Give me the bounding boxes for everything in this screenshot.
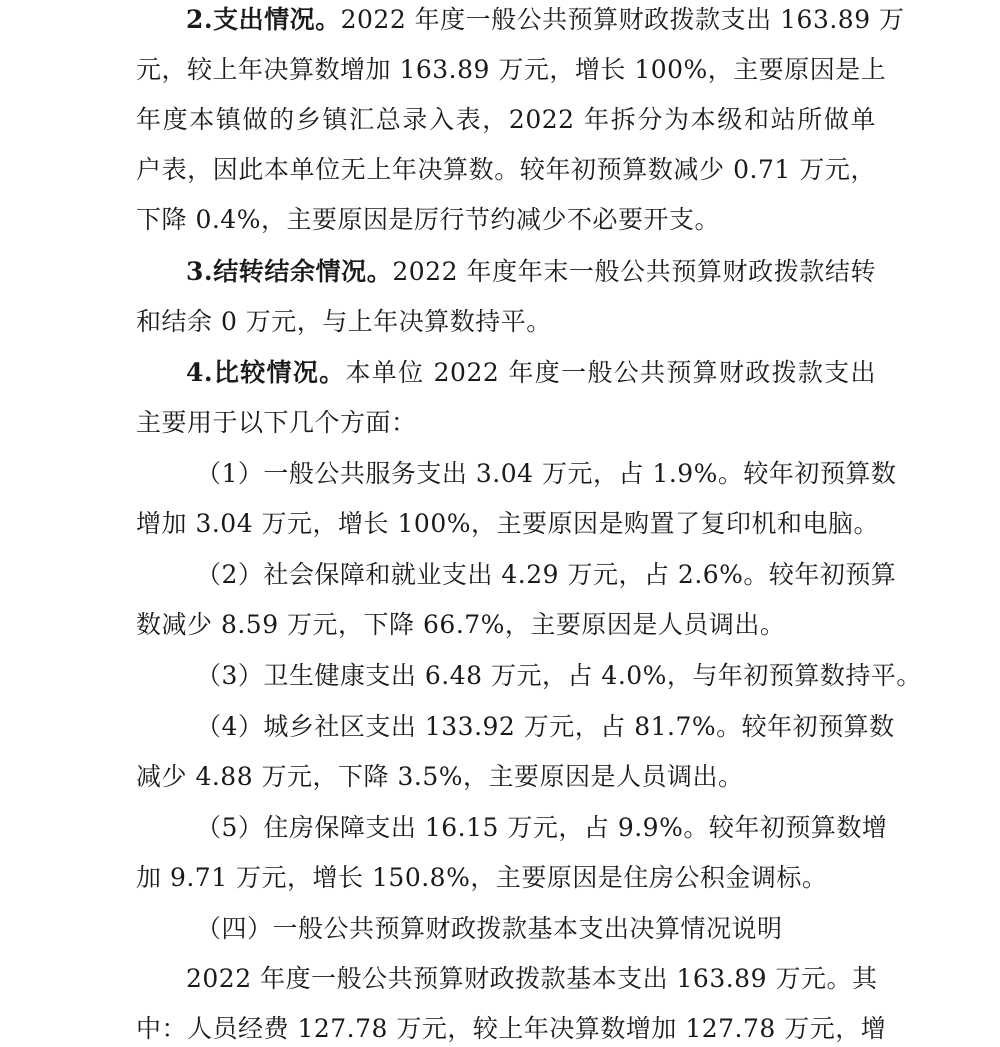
basic-heading: （四）一般公共预算财政拨款基本支出决算情况说明 [196,914,783,943]
comparison-line-1: 本单位 2022 年度一般公共预算财政拨款支出 [345,358,876,387]
item-1-line-1: （1）一般公共服务支出 3.04 万元，占 1.9%。较年初预算数 [196,459,897,488]
item-5-line-1: （5）住房保障支出 16.15 万元，占 9.9%。较年初预算数增 [196,813,888,842]
item-5-line-2: 加 9.71 万元，增长 150.8%，主要原因是住房公积金调标。 [136,863,828,892]
item-2-line-2: 数减少 8.59 万元，下降 66.7%，主要原因是人员调出。 [136,610,786,639]
expense-line-3: 年度本镇做的乡镇汇总录入表，2022 年拆分为本级和站所做单 [136,105,876,134]
expense-line-1: 2022 年度一般公共预算财政拨款支出 163.89 万 [340,5,905,34]
carryover-line-2: 和结余 0 万元，与上年决算数持平。 [136,307,552,336]
basic-line-1: 2022 年度一般公共预算财政拨款基本支出 163.89 万元。其 [186,964,878,993]
item-2-line-1: （2）社会保障和就业支出 4.29 万元，占 2.6%。较年初预算 [196,560,897,589]
expense-paragraph-line-1 [186,2,905,38]
expense-line-2: 元，较上年决算数增加 163.89 万元，增长 100%，主要原因是上 [136,55,887,84]
item-3-line-1: （3）卫生健康支出 6.48 万元，占 4.0%，与年初预算数持平。 [196,661,922,690]
item-4-line-1: （4）城乡社区支出 133.92 万元，占 81.7%。较年初预算数 [196,712,895,741]
basic-line-2: 中：人员经费 127.78 万元，较上年决算数增加 127.78 万元，增 [136,1014,887,1043]
comparison-line-2: 主要用于以下几个方面： [136,408,417,437]
expense-line-4: 户表，因此本单位无上年决算数。较年初预算数减少 0.71 万元， [136,155,876,184]
comparison-heading: 4.比较情况。 [186,358,346,387]
expense-line-5: 下降 0.4%，主要原因是厉行节约减少不必要开支。 [136,205,720,234]
item-1-line-2: 增加 3.04 万元，增长 100%，主要原因是购置了复印机和电脑。 [136,509,879,538]
carryover-line-1: 2022 年度年末一般公共预算财政拨款结转 [392,257,876,286]
comparison-paragraph-line-1 [186,355,876,391]
carryover-paragraph-line-1 [186,254,876,290]
item-4-line-2: 减少 4.88 万元，下降 3.5%，主要原因是人员调出。 [136,762,744,791]
carryover-heading: 3.结转结余情况。 [186,257,393,286]
expense-heading: 2.支出情况。 [186,5,341,34]
